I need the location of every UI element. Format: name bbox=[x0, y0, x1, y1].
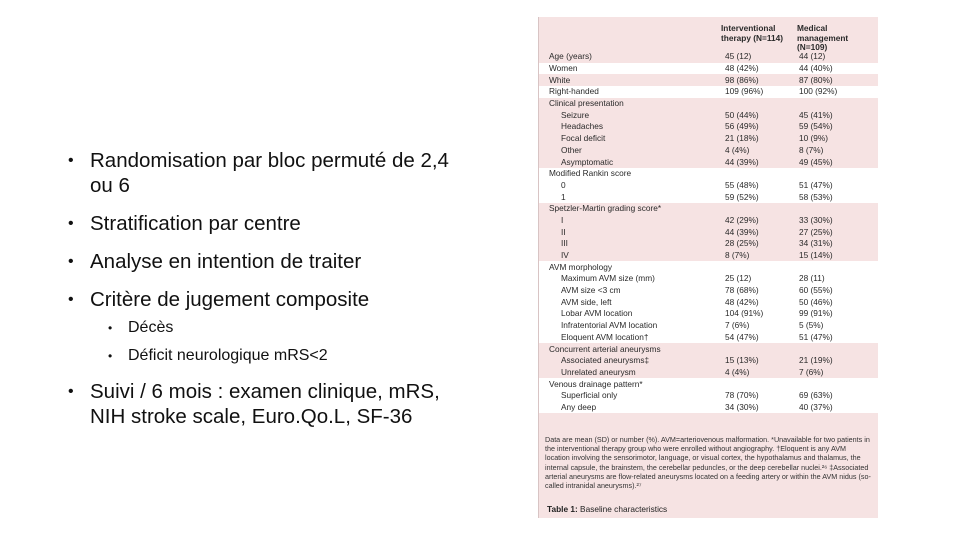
row-label: AVM size <3 cm bbox=[561, 286, 621, 296]
table-row bbox=[539, 296, 878, 308]
row-value-medical: 27 (25%) bbox=[799, 226, 833, 237]
row-value-medical: 33 (30%) bbox=[799, 214, 833, 225]
table-row bbox=[539, 203, 878, 215]
table-row bbox=[539, 261, 878, 273]
table-row bbox=[539, 145, 878, 157]
row-value-interventional: 21 (18%) bbox=[725, 133, 759, 144]
row-value-medical: 34 (31%) bbox=[799, 238, 833, 249]
table-row bbox=[539, 390, 878, 402]
row-value-interventional: 44 (39%) bbox=[725, 156, 759, 167]
row-label: Asymptomatic bbox=[561, 157, 614, 167]
row-label: I bbox=[561, 215, 564, 225]
column-header-medical: Medical management (N=109) bbox=[797, 23, 849, 52]
bullet-icon: • bbox=[68, 291, 74, 308]
table-row bbox=[539, 273, 878, 285]
bullet-icon: • bbox=[68, 253, 74, 270]
row-value-interventional: 34 (30%) bbox=[725, 401, 759, 412]
row-value-medical: 28 (11) bbox=[799, 273, 825, 284]
bullet-icon: • bbox=[108, 349, 113, 363]
table-row bbox=[539, 180, 878, 192]
bullet-item: • Stratification par centre bbox=[68, 212, 301, 235]
row-label: 0 bbox=[561, 180, 566, 190]
row-value-medical: 87 (80%) bbox=[799, 74, 833, 85]
table-row bbox=[539, 378, 878, 390]
row-value-medical: 49 (45%) bbox=[799, 156, 833, 167]
table-body bbox=[539, 51, 878, 413]
table-header bbox=[539, 17, 878, 51]
row-value-medical: 44 (40%) bbox=[799, 63, 833, 74]
row-value-medical: 59 (54%) bbox=[799, 121, 833, 132]
row-label: Superficial only bbox=[561, 391, 618, 401]
row-label: Modified Rankin score bbox=[549, 169, 632, 179]
row-label: Any deep bbox=[561, 402, 597, 412]
row-value-medical: 58 (53%) bbox=[799, 191, 833, 202]
row-value-interventional: 48 (42%) bbox=[725, 296, 759, 307]
row-label: Maximum AVM size (mm) bbox=[561, 274, 655, 284]
table-row bbox=[539, 402, 878, 414]
row-value-interventional: 15 (13%) bbox=[725, 355, 759, 366]
table-row bbox=[539, 98, 878, 110]
row-label: Focal deficit bbox=[561, 134, 606, 144]
sub-bullet-item: • Déficit neurologique mRS<2 bbox=[108, 347, 328, 364]
sub-bullet-list bbox=[108, 318, 458, 366]
row-label: Age (years) bbox=[549, 52, 592, 62]
table-row bbox=[539, 343, 878, 355]
table-row bbox=[539, 74, 878, 86]
row-label: Other bbox=[561, 145, 582, 155]
table-row bbox=[539, 332, 878, 344]
bullet-item: • Analyse en intention de traiter bbox=[68, 250, 362, 273]
table-row bbox=[539, 109, 878, 121]
baseline-table-image bbox=[538, 17, 878, 518]
row-value-interventional: 109 (96%) bbox=[725, 86, 764, 97]
bullet-item: • Critère de jugement composite bbox=[68, 288, 370, 311]
table-row bbox=[539, 308, 878, 320]
table-row bbox=[539, 191, 878, 203]
row-value-medical: 50 (46%) bbox=[799, 296, 833, 307]
table-row bbox=[539, 250, 878, 262]
bullet-item: • Randomisation par bloc permuté de 2,4 ou 6 bbox=[68, 149, 449, 197]
table-row bbox=[539, 355, 878, 367]
row-label: Associated aneurysms‡ bbox=[561, 356, 650, 366]
row-label: Infratentorial AVM location bbox=[561, 321, 658, 331]
row-label: White bbox=[549, 75, 571, 85]
row-label: Lobar AVM location bbox=[561, 309, 633, 319]
table-row bbox=[539, 238, 878, 250]
row-value-medical: 60 (55%) bbox=[799, 285, 833, 296]
row-label: Women bbox=[549, 64, 578, 74]
sub-bullet-item: • Décès bbox=[108, 319, 174, 336]
row-value-medical: 69 (63%) bbox=[799, 390, 833, 401]
row-label: Venous drainage pattern* bbox=[549, 379, 643, 389]
row-value-medical: 99 (91%) bbox=[799, 308, 833, 319]
row-label: Eloquent AVM location† bbox=[561, 332, 649, 342]
row-value-interventional: 44 (39%) bbox=[725, 226, 759, 237]
row-value-interventional: 45 (12) bbox=[725, 51, 752, 62]
row-label: 1 bbox=[561, 192, 566, 202]
row-value-medical: 8 (7%) bbox=[799, 144, 824, 155]
row-label: AVM side, left bbox=[561, 297, 612, 307]
row-label: II bbox=[561, 227, 566, 237]
row-label: Seizure bbox=[561, 110, 590, 120]
row-value-medical: 44 (12) bbox=[799, 51, 826, 62]
table-row bbox=[539, 86, 878, 98]
table-row bbox=[539, 320, 878, 332]
row-value-interventional: 78 (70%) bbox=[725, 390, 759, 401]
row-label: Clinical presentation bbox=[549, 99, 624, 109]
table-row bbox=[539, 226, 878, 238]
row-value-interventional: 42 (29%) bbox=[725, 214, 759, 225]
row-value-medical: 40 (37%) bbox=[799, 401, 833, 412]
table-row bbox=[539, 285, 878, 297]
row-value-medical: 45 (41%) bbox=[799, 109, 833, 120]
table-row bbox=[539, 133, 878, 145]
column-header-interventional: Interventional therapy (N=114) bbox=[721, 23, 784, 43]
row-value-interventional: 48 (42%) bbox=[725, 63, 759, 74]
row-value-interventional: 59 (52%) bbox=[725, 191, 759, 202]
row-label: Right-handed bbox=[549, 87, 599, 97]
table-caption: Table 1: Baseline characteristics bbox=[547, 504, 668, 514]
bullet-icon: • bbox=[108, 321, 113, 335]
row-value-medical: 51 (47%) bbox=[799, 331, 833, 342]
table-row bbox=[539, 51, 878, 63]
bullet-icon: • bbox=[68, 215, 74, 232]
row-value-interventional: 55 (48%) bbox=[725, 179, 759, 190]
row-value-medical: 15 (14%) bbox=[799, 250, 833, 261]
row-value-medical: 7 (6%) bbox=[799, 366, 824, 377]
row-label: Spetzler-Martin grading score* bbox=[549, 204, 662, 214]
row-value-medical: 100 (92%) bbox=[799, 86, 838, 97]
row-value-interventional: 8 (7%) bbox=[725, 250, 750, 261]
row-label: IV bbox=[561, 251, 569, 261]
row-value-interventional: 78 (68%) bbox=[725, 285, 759, 296]
row-value-medical: 10 (9%) bbox=[799, 133, 829, 144]
row-value-interventional: 54 (47%) bbox=[725, 331, 759, 342]
row-value-interventional: 4 (4%) bbox=[725, 144, 750, 155]
table-row bbox=[539, 215, 878, 227]
bullet-item: • Suivi / 6 mois : examen clinique, mRS, NIH stroke scale, Euro.Qo.L, SF-36 bbox=[68, 380, 440, 428]
row-label: Concurrent arterial aneurysms bbox=[549, 344, 661, 354]
row-value-interventional: 104 (91%) bbox=[725, 308, 764, 319]
row-value-medical: 51 (47%) bbox=[799, 179, 833, 190]
row-label: Unrelated aneurysm bbox=[561, 367, 636, 377]
table-row bbox=[539, 156, 878, 168]
row-value-interventional: 7 (6%) bbox=[725, 320, 750, 331]
row-label: III bbox=[561, 239, 568, 249]
row-value-interventional: 98 (86%) bbox=[725, 74, 759, 85]
row-value-interventional: 56 (49%) bbox=[725, 121, 759, 132]
row-value-interventional: 25 (12) bbox=[725, 273, 752, 284]
table-row bbox=[539, 121, 878, 133]
table-row bbox=[539, 367, 878, 379]
row-value-interventional: 28 (25%) bbox=[725, 238, 759, 249]
bullet-list bbox=[68, 148, 458, 442]
row-value-medical: 5 (5%) bbox=[799, 320, 824, 331]
bullet-icon: • bbox=[68, 383, 74, 400]
table-footnote: Data are mean (SD) or number (%). AVM=arteriovenous malformation. *Unavailable for two patients in the interventional therapy group who were enrolled without angiography. †Eloquent is any AVM location involving the sensorimotor, language, or visual cortex, the hypothalamus and thalamus, the internal capsule, the brainstem, the cerebellar peduncles, or the deep cerebellar nuclei.²⁶ ‡Associated arterial aneurysms are flow-related aneurysms located on a feeding artery or within the AVM nidus (so-called intranidal aneurysms).²⁷ bbox=[545, 435, 871, 491]
table-row bbox=[539, 168, 878, 180]
bullet-icon: • bbox=[68, 152, 74, 169]
row-label: Headaches bbox=[561, 122, 603, 132]
table-row bbox=[539, 63, 878, 75]
row-value-interventional: 50 (44%) bbox=[725, 109, 759, 120]
row-value-interventional: 4 (4%) bbox=[725, 366, 750, 377]
row-label: AVM morphology bbox=[549, 262, 613, 272]
row-value-medical: 21 (19%) bbox=[799, 355, 833, 366]
